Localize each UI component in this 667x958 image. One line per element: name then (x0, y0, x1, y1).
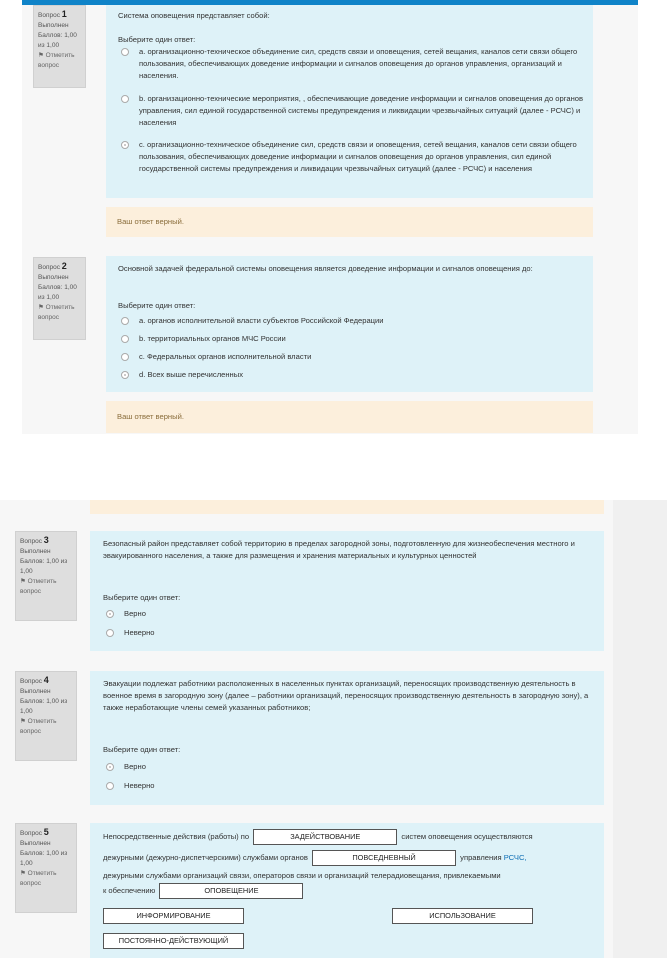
radio-button[interactable] (121, 48, 129, 56)
answer-option-text: b. организационно-технические мероприятия, , обеспечивающие доведение информации и сигналов оповещения до органов управления, сил единой государственной системы предупреждения и ликвидации чрезвычайных ситуаций (далее - РСЧС) и населения (139, 94, 584, 127)
answer-prompt: Выберите один ответ: (118, 35, 196, 44)
question-score: Баллов: 1,00 из 1,00 (20, 698, 68, 715)
question-content-1 (106, 5, 593, 198)
question-number: 1 (61, 9, 67, 19)
flag-question-button[interactable] (38, 303, 81, 323)
flag-icon: ⚑ (20, 718, 26, 725)
question-text: Эвакуации подлежат работники расположенных в населенных пунктах организаций, переносящих производственную деятельность в военное время в загородную зону (далее – работники организаций, переносящих производственную деятельность в загородную зону), а также неработающие члены семей указанных работников; (103, 679, 589, 712)
flag-label: Отметить вопрос (20, 718, 57, 735)
question-content-2 (106, 256, 593, 392)
radio-button-selected[interactable] (121, 371, 129, 379)
radio-button-selected[interactable] (106, 763, 114, 771)
question-number: 3 (43, 535, 49, 545)
cloze-text: систем оповещения осуществляются (401, 832, 533, 841)
drag-choice-1[interactable]: ИНФОРМИРОВАНИЕ (103, 908, 244, 924)
cloze-line-2 (103, 850, 598, 868)
flag-question-button[interactable] (38, 51, 81, 71)
question-status: Выполнен (20, 840, 51, 847)
question-content-4 (90, 671, 604, 805)
answer-option-false[interactable] (106, 627, 586, 639)
right-sidebar (613, 500, 667, 958)
answer-option-text: c. организационно-техническое объединение сил, средств связи и оповещения, сетей вещания, каналов сети связи общего пользования, обеспечивающих доведение информации и сигналов оповещения до органов управления, сил единой государственной системы предупреждения и ликвидации чрезвычайных ситуаций (далее - РСЧС) и населения (139, 140, 577, 173)
radio-button[interactable] (121, 95, 129, 103)
answer-prompt: Выберите один ответ: (103, 745, 181, 754)
cloze-text: дежурными (дежурно-диспетчерскими) службами органов (103, 853, 308, 862)
radio-button[interactable] (106, 629, 114, 637)
rschs-link[interactable]: РСЧС, (503, 853, 527, 862)
question-content-3 (90, 531, 604, 651)
drop-zone-2[interactable]: ПОВСЕДНЕВНЫЙ (312, 850, 456, 866)
flag-icon: ⚑ (38, 304, 44, 311)
answer-prompt: Выберите один ответ: (103, 593, 181, 602)
answer-option-false[interactable] (106, 780, 586, 792)
flag-label: Отметить вопрос (20, 870, 57, 887)
answer-option-text: Неверно (124, 781, 155, 790)
question-score: Баллов: 1,00 из 1,00 (20, 850, 68, 867)
drag-choice-2[interactable]: ИСПОЛЬЗОВАНИЕ (392, 908, 533, 924)
question-number-label: Вопрос (38, 264, 60, 271)
cloze-text: дежурными службами организаций связи, операторов связи и организаций телерадиовещания, привлекаемыми (103, 871, 501, 880)
cloze-line-4 (103, 883, 598, 901)
question-info-2 (33, 257, 86, 340)
question-score: Баллов: 1,00 из 1,00 (38, 32, 77, 49)
previous-feedback-edge (90, 500, 604, 514)
flag-question-button[interactable] (20, 717, 72, 737)
question-score: Баллов: 1,00 из 1,00 (20, 558, 68, 575)
drop-zone-3[interactable]: ОПОВЕЩЕНИЕ (159, 883, 303, 899)
answer-option-c[interactable] (121, 139, 583, 175)
question-score: Баллов: 1,00 из 1,00 (38, 284, 77, 301)
flag-question-button[interactable] (20, 869, 72, 889)
question-text: Безопасный район представляет собой территорию в пределах загородной зоны, подготовленную для жизнеобеспечения местного и эвакуированного населения, а также для размещения и хранения материальных и культурных ценностей (103, 539, 575, 560)
question-number-label: Вопрос (38, 12, 60, 19)
radio-button[interactable] (121, 353, 129, 361)
question-info-4 (15, 671, 77, 761)
cloze-line-3 (103, 870, 598, 882)
cloze-text: Непосредственные действия (работы) по (103, 832, 250, 841)
answer-feedback: Ваш ответ верный. (106, 207, 593, 237)
question-number: 4 (43, 675, 49, 685)
question-status: Выполнен (20, 688, 51, 695)
question-text: Основной задачей федеральной системы оповещения является доведение информации и сигналов оповещения до: (118, 264, 533, 273)
flag-icon: ⚑ (20, 870, 26, 877)
flag-icon: ⚑ (20, 578, 26, 585)
question-info-5 (15, 823, 77, 913)
answer-option-true[interactable] (106, 608, 586, 620)
answer-option-c[interactable] (121, 351, 583, 363)
answer-feedback: Ваш ответ верный. (106, 401, 593, 433)
flag-question-button[interactable] (20, 577, 72, 597)
question-info-3 (15, 531, 77, 621)
radio-button[interactable] (106, 782, 114, 790)
answer-option-b[interactable] (121, 93, 583, 129)
flag-icon: ⚑ (38, 52, 44, 59)
answer-option-true[interactable] (106, 761, 586, 773)
question-number-label: Вопрос (20, 678, 42, 685)
answer-prompt: Выберите один ответ: (118, 301, 196, 310)
question-number: 5 (43, 827, 49, 837)
answer-option-text: Верно (124, 609, 146, 618)
radio-button-selected[interactable] (121, 141, 129, 149)
radio-button[interactable] (121, 335, 129, 343)
flag-label: Отметить вопрос (38, 304, 75, 321)
flag-label: Отметить вопрос (38, 52, 75, 69)
radio-button[interactable] (121, 317, 129, 325)
cloze-line-1 (103, 829, 598, 847)
flag-label: Отметить вопрос (20, 578, 57, 595)
drop-zone-1[interactable]: ЗАДЕЙСТВОВАНИЕ (253, 829, 397, 845)
question-status: Выполнен (38, 22, 69, 29)
question-number-label: Вопрос (20, 830, 42, 837)
answer-option-text: b. территориальных органов МЧС России (139, 334, 286, 343)
question-number-label: Вопрос (20, 538, 42, 545)
answer-option-text: a. организационно-техническое объединение сил, средств связи и оповещения, сетей вещания, каналов сети связи общего пользования, обеспечивающих доведение информации и сигналов оповещения до органов управления, организаций и населения. (139, 47, 578, 80)
answer-option-text: Верно (124, 762, 146, 771)
question-content-5 (90, 823, 604, 958)
question-number: 2 (61, 261, 67, 271)
answer-option-b[interactable] (121, 333, 583, 345)
answer-option-text: d. Всех выше перечисленных (139, 370, 244, 379)
drag-choice-3[interactable]: ПОСТОЯННО-ДЕЙСТВУЮЩИЙ (103, 933, 244, 949)
answer-option-text: a. органов исполнительной власти субъектов Российской Федерации (139, 316, 384, 325)
cloze-text: к обеспечению (103, 886, 156, 895)
question-info-1 (33, 5, 86, 88)
answer-option-text: Неверно (124, 628, 155, 637)
radio-button-selected[interactable] (106, 610, 114, 618)
answer-option-a[interactable] (121, 46, 583, 82)
answer-option-d[interactable] (121, 369, 583, 381)
question-text: Система оповещения представляет собой: (118, 11, 270, 20)
answer-option-text: c. Федеральных органов исполнительной власти (139, 352, 312, 361)
answer-option-a[interactable] (121, 315, 583, 327)
question-status: Выполнен (20, 548, 51, 555)
question-status: Выполнен (38, 274, 69, 281)
cloze-text: управления (460, 853, 502, 862)
